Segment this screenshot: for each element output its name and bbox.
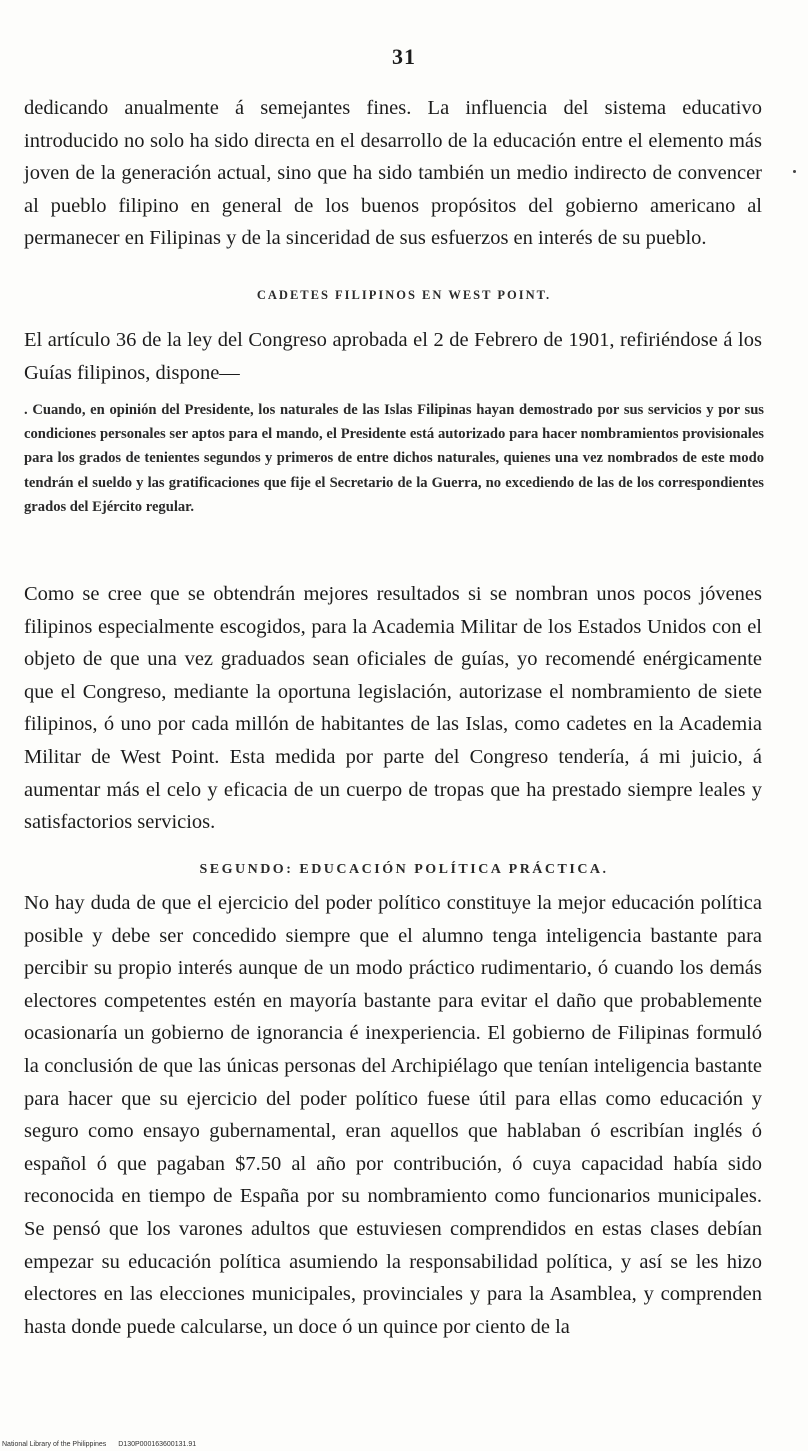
scan-code: D130P000163600131.91 bbox=[118, 1441, 197, 1448]
paragraph-sistema-educativo: dedicando anualmente á semejantes fines. La influencia del sistema educativo introducido no solo ha sido directa en el desarrollo de la educación entre el elemento más joven de la generación actual, sino que ha sido también un medio indirecto de convencer al pueblo filipino en general de los buenos propósitos del gobierno americano al permanecer en Filipinas y de la sinceridad de sus esfuerzos en interés de su pueblo. bbox=[24, 97, 762, 250]
section-heading-educacion-politica: SEGUNDO: EDUCACIÓN POLÍTICA PRÁCTICA. bbox=[199, 862, 609, 877]
scan-speck bbox=[793, 170, 796, 173]
library-credit: National Library of the Philippines bbox=[2, 1441, 107, 1448]
paragraph-poder-politico: No hay duda de que el ejercicio del poder político constituye la mejor educación política posible y debe ser concedido siempre que el alumno tenga inteligencia bastante para percibir su propio interés aunque de un modo práctico rudimentario, ó cuando los demás electores competentes estén en mayoría bastante para evitar el daño que probablemente ocasionaría un gobierno de ignorancia é inexperiencia. El gobierno de Filipinas formuló la conclusión de que las únicas personas del Archipiélago que tenían inteligencia bastante para hacer que su ejercicio del poder político fuese útil para ellas como educación y seguro como ensayo gubernamental, eran aquellos que hablaban ó escribían inglés ó español ó que pagaban $7.50 al año por contribución, ó cuya capacidad había sido reconocida en tiempo de España por su nombramiento como funcionarios municipales. Se pensó que los varones adultos que estuviesen comprendidos en estas clases debían empezar su educación política asumiendo la responsabilidad política, y así se les hizo electores en las elecciones municipales, provinciales y para la Asamblea, y comprenden hasta donde puede calcularse, un doce ó un quince por ciento de la bbox=[24, 892, 762, 1338]
paragraph-articulo-36: El artículo 36 de la ley del Congreso aprobada el 2 de Febrero de 1901, refiriéndose á los Guías filipinos, dispone— bbox=[24, 329, 762, 384]
paragraph-academia-militar: Como se cree que se obtendrán mejores resultados si se nombran unos pocos jóvenes filipinos especialmente escogidos, para la Academia Militar de los Estados Unidos con el objeto de que una vez graduados sean oficiales de guías, yo recomendé enérgicamente que el Congreso, mediante la oportuna legislación, autorizase el nombramiento de siete filipinos, ó uno por cada millón de habitantes de las Islas, como cadetes en la Academia Militar de West Point. Esta medida por parte del Congreso tendería, á mi juicio, á aumentar más el celo y eficacia de un cuerpo de tropas que ha prestado siempre leales y satisfactorios servicios. bbox=[24, 583, 762, 834]
scan-footer-credit bbox=[2, 1441, 206, 1448]
section-heading-cadetes: CADETES FILIPINOS EN WEST POINT. bbox=[256, 288, 552, 302]
quoted-law-text: . Cuando, en opinión del Presidente, los naturales de las Islas Filipinas hayan demostrado por sus servicios y por sus condiciones personales ser aptos para el mando, el Presidente está autorizado para hacer nombramientos provisionales para los grados de tenientes segundos y primeros de entre dichos naturales, quienes una vez nombrados de este modo tendrán el sueldo y las gratificaciones que fije el Secretario de la Guerra, no excediendo de las de los correspondientes grados del Ejército regular. bbox=[24, 402, 764, 515]
page-number: 31 bbox=[392, 44, 416, 69]
